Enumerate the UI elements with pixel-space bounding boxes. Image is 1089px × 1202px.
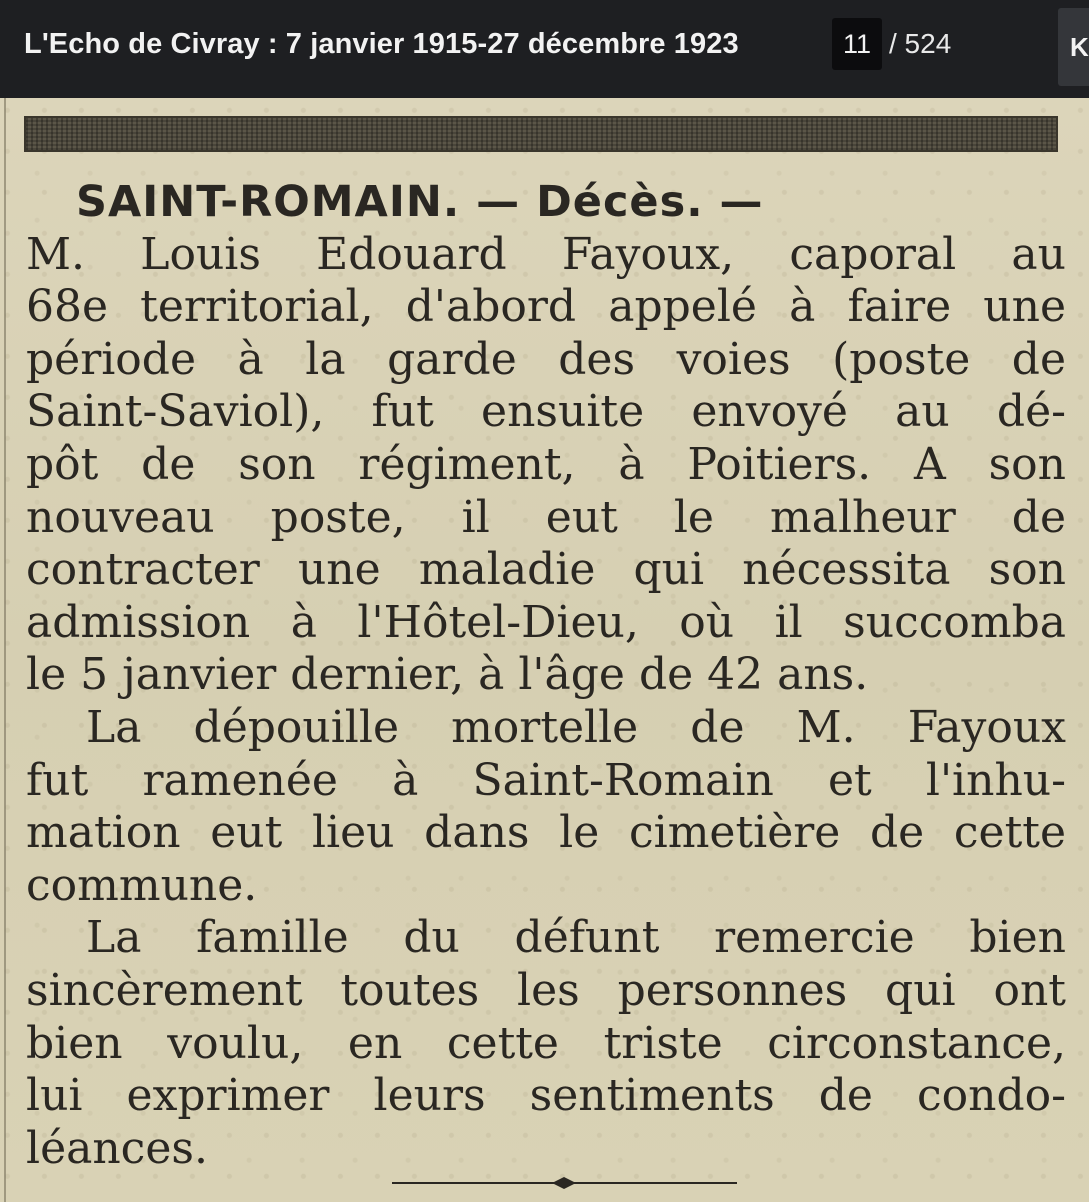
article-text — [26, 176, 1066, 1175]
text-line: fut ramenée à Saint-Romain et l'inhu- — [26, 754, 1066, 806]
text-line: bien voulu, en cette triste circonstance, — [26, 1017, 1066, 1069]
document-title: L'Echo de Civray : 7 janvier 1915-27 décembre 1923 — [24, 28, 739, 60]
text-line: lui exprimer leurs sentiments de condo- — [26, 1070, 1066, 1122]
ornament-divider-icon — [392, 1176, 737, 1190]
text-line: sincèrement toutes les personnes qui ont — [26, 964, 1066, 1016]
text-line: Saint-Saviol), fut ensuite envoyé au dé- — [26, 386, 1066, 438]
text-line: M. Louis Edouard Fayoux, caporal au — [26, 228, 1066, 280]
text-line: 68e territorial, d'abord appelé à faire une — [26, 281, 1066, 333]
column-rule — [4, 98, 6, 1202]
text-line: léances. — [26, 1122, 208, 1174]
text-line: admission à l'Hôtel-Dieu, où il succomba — [26, 596, 1066, 648]
newspaper-page — [0, 98, 1089, 1202]
viewer-toolbar — [0, 0, 1089, 98]
page-total: / 524 — [889, 28, 952, 59]
text-line: commune. — [26, 859, 258, 911]
text-line: La dépouille mortelle de M. Fayoux — [86, 701, 1066, 753]
text-line: période à la garde des voies (poste de — [26, 333, 1066, 385]
text-line: contracter une maladie qui nécessita son — [26, 544, 1066, 596]
toolbar-right-button[interactable]: K — [1058, 8, 1089, 86]
section-divider — [24, 116, 1058, 152]
text-line: La famille du défunt remercie bien — [86, 912, 1066, 964]
article-heading: SAINT-ROMAIN. — Décès. — — [76, 177, 764, 227]
text-line: le 5 janvier dernier, à l'âge de 42 ans. — [26, 649, 869, 701]
text-line: mation eut lieu dans le cimetière de cette — [26, 807, 1066, 859]
page-number-input[interactable]: 11 — [832, 18, 882, 70]
text-line: nouveau poste, il eut le malheur de — [26, 491, 1066, 543]
text-line: pôt de son régiment, à Poitiers. A son — [26, 438, 1066, 490]
